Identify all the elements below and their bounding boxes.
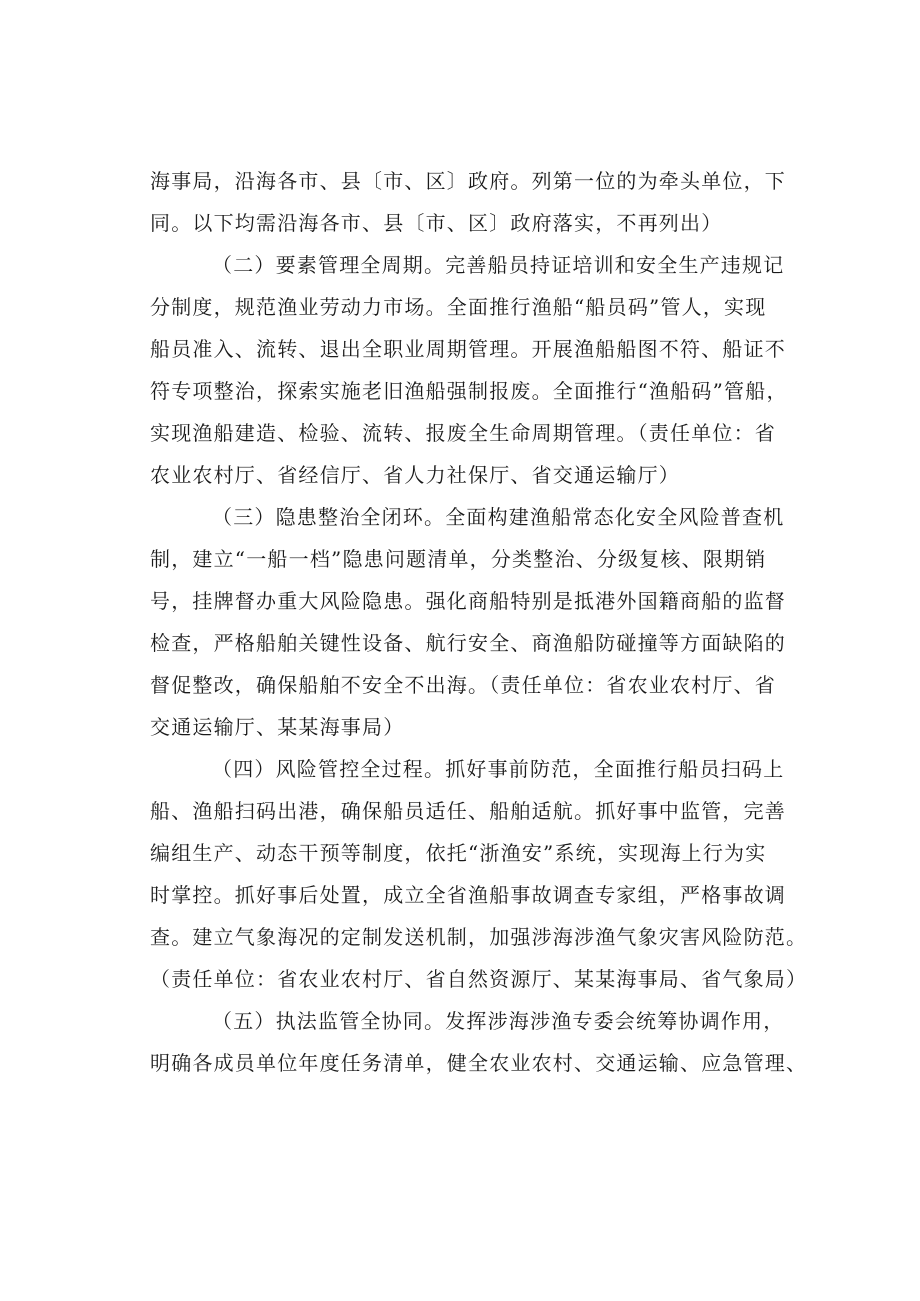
paragraph-line: 编组生产、动态干预等制度，依托“浙渔安”系统，实现海上行为实 (150, 841, 767, 865)
paragraph-line: 明确各成员单位年度任务清单，健全农业农村、交通运输、应急管理、 (150, 1051, 808, 1075)
paragraph-element-management (150, 244, 810, 496)
paragraph-line: 检查，严格船舶关键性设备、航行安全、商渔船防碰撞等方面缺陷的 (150, 631, 786, 655)
paragraph-line: （二）要素管理全周期。完善船员持证培训和安全生产违规记 (212, 253, 785, 277)
paragraph-line: （责任单位：省农业农村厅、省自然资源厅、某某海事局、省气象局） (150, 967, 808, 991)
paragraph-risk-control (150, 748, 810, 1000)
paragraph-enforcement (150, 1000, 810, 1084)
paragraph-line: 海事局，沿海各市、县〔市、区〕政府。列第一位的为牵头单位，下 (150, 169, 786, 193)
paragraph-line: 查。建立气象海况的定制发送机制，加强涉海涉渔气象灾害风险防范。 (150, 925, 808, 949)
paragraph-continued (150, 160, 810, 244)
paragraph-line: （五）执法监管全协同。发挥涉海涉渔专委会统筹协调作用， (212, 1009, 785, 1033)
paragraph-line: 农业农村厅、省经信厅、省人力社保厅、省交通运输厅） (150, 463, 680, 487)
paragraph-hazard-rectification (150, 496, 810, 748)
paragraph-line: 号，挂牌督办重大风险隐患。强化商船特别是抵港外国籍商船的监督 (150, 589, 786, 613)
paragraph-line: 制，建立“一船一档”隐患问题清单，分类整治、分级复核、限期销 (150, 547, 767, 571)
paragraph-line: 督促整改，确保船舶不安全不出海。（责任单位：省农业农村厅、省 (150, 673, 776, 697)
paragraph-line: 时掌控。抓好事后处置，成立全省渔船事故调查专家组，严格事故调 (150, 883, 786, 907)
paragraph-line: 符专项整治，探索实施老旧渔船强制报废。全面推行“渔船码”管船， (150, 379, 788, 403)
paragraph-line: 船、渔船扫码出港，确保船员适任、船舶适航。抓好事中监管，完善 (150, 799, 786, 823)
paragraph-line: 分制度，规范渔业劳动力市场。全面推行渔船“船员码”管人，实现 (150, 295, 767, 319)
paragraph-line: 船员准入、流转、退出全职业周期管理。开展渔船船图不符、船证不 (150, 337, 786, 361)
paragraph-line: （三）隐患整治全闭环。全面构建渔船常态化安全风险普查机 (212, 505, 785, 529)
paragraph-line: 交通运输厅、某某海事局） (150, 715, 405, 739)
paragraph-line: （四）风险管控全过程。抓好事前防范，全面推行船员扫码上 (212, 757, 785, 781)
paragraph-line: 实现渔船建造、检验、流转、报废全生命周期管理。（责任单位：省 (150, 421, 776, 445)
document-body (150, 160, 810, 1084)
paragraph-line: 同。以下均需沿海各市、县〔市、区〕政府落实，不再列出） (150, 211, 723, 235)
